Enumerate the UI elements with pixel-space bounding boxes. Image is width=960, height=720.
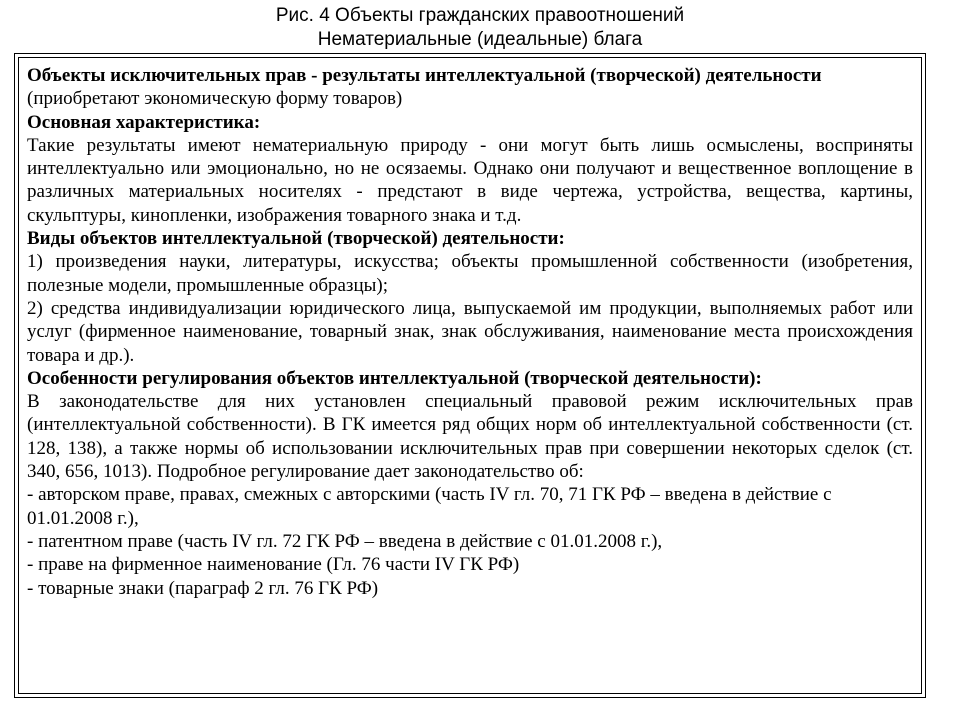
heading-characteristic: Основная характеристика: [27,111,261,133]
figure-caption [0,4,960,52]
regulation-text: В законодательстве для них установлен специальный правовой режим исключительных прав (интеллектуальной собственности). В ГК имеется ряд общих норм об интеллектуальной собственности (ст. 128, 138), а также нормы об использовании исключительных прав при совершении некоторых сделок (ст. 340, 656, 1013). Подробное регулирование дает законодательство об: [27,391,913,483]
regulation-list-item-1: - авторском праве, правах, смежных с авторскими (часть IV гл. 70, 71 ГК РФ – введена в действие с 01.01.2008 г.), [27,484,832,529]
caption-line-1: Рис. 4 Объекты гражданских правоотношений [275,5,685,26]
caption-line-2: Нематериальные (идеальные) блага [317,29,643,50]
types-item-2: 2) средства индивидуализации юридического лица, выпускаемой им продукции, выполняемых работ или услуг (фирменное наименование, товарный знак, знак обслуживания, наименование места происхождения товара и др.). [27,297,913,366]
regulation-list-item-3: - праве на фирменное наименование (Гл. 76 части IV ГК РФ) [27,554,520,576]
content-box [18,57,922,694]
types-item-1: 1) произведения науки, литературы, искусства; объекты промышленной собственности (изобретения, полезные модели, промышленные образцы); [27,251,913,296]
regulation-list-item-4: - товарные знаки (параграф 2 гл. 76 ГК РФ) [27,577,379,599]
characteristic-text: Такие результаты имеют нематериальную природу - они могут быть лишь осмыслены, восприняты интеллектуально или эмоционально, но не осязаемы. Однако они получают и вещественное воплощение в различных материальных носителях - предстают в виде чертежа, устройства, вещества, картины, скульптуры, кинопленки, изображения товарного знака и т.д. [27,134,913,226]
heading-main-note: (приобретают экономическую форму товаров) [27,88,403,110]
regulation-list-item-2: - патентном праве (часть IV гл. 72 ГК РФ – введена в действие с 01.01.2008 г.), [27,530,663,552]
heading-main: Объекты исключительных прав - результаты интеллектуальной (творческой) деятельности [27,65,822,86]
heading-types: Виды объектов интеллектуальной (творческой) деятельности: [27,228,565,250]
heading-regulation: Особенности регулирования объектов интеллектуальной (творческой деятельности): [27,367,762,389]
